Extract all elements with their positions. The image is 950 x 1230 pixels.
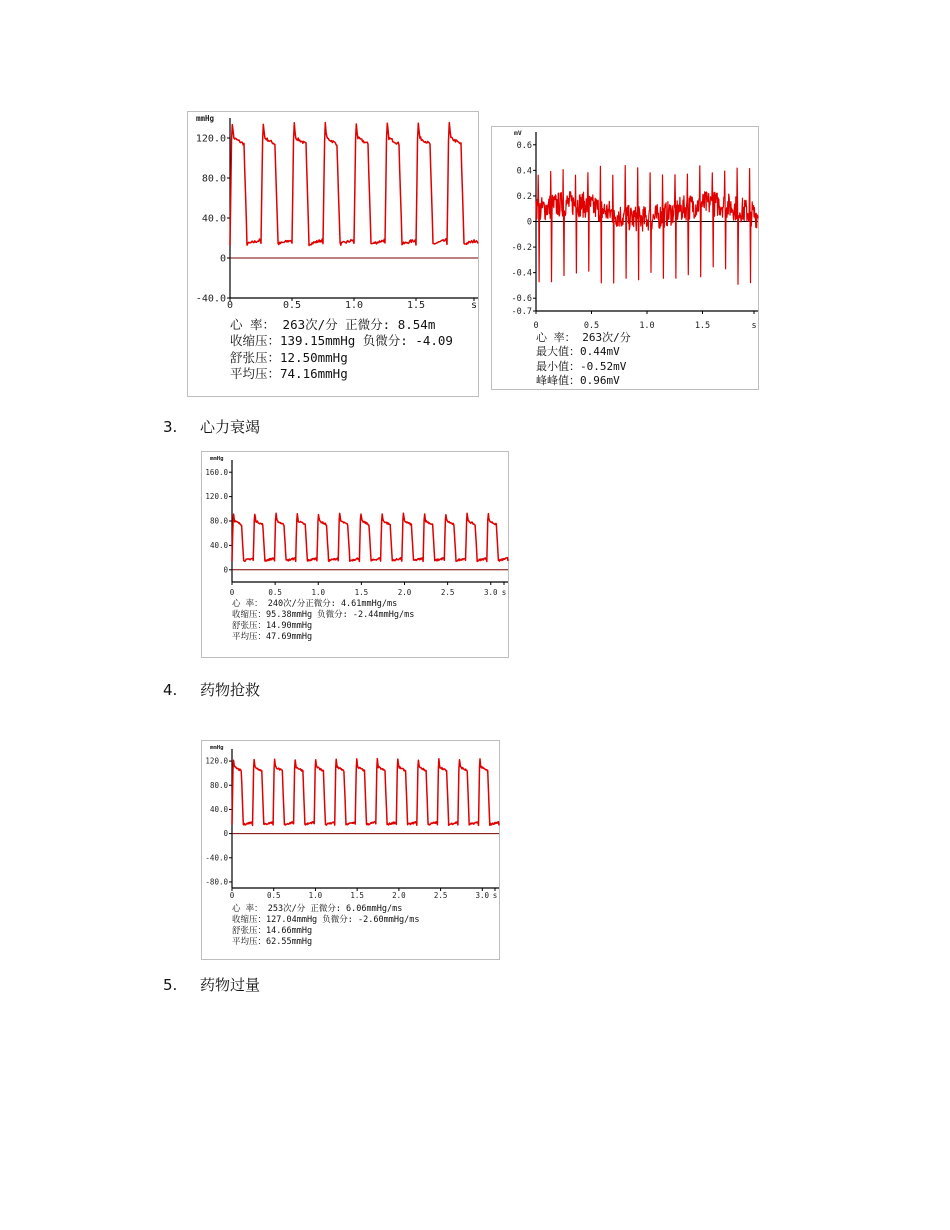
- ecg-chart-panel: [491, 126, 759, 390]
- readout-1: [230, 317, 478, 382]
- x-tick-label: 2.5: [440, 588, 455, 597]
- y-tick-label: -0.2: [511, 243, 532, 254]
- y-tick-label: 0.4: [516, 166, 532, 177]
- readout-line: 峰峰值：0.96mV: [536, 373, 620, 387]
- readout-2: [536, 331, 631, 388]
- x-tick-label: s: [501, 588, 507, 597]
- x-tick-label: 2.0: [397, 588, 412, 597]
- y-tick-label: 0: [526, 217, 532, 228]
- x-tick-label: s: [470, 300, 478, 311]
- y-unit-label: mmHg: [210, 456, 224, 462]
- y-tick-label: 0: [223, 565, 228, 575]
- readout-4: [232, 904, 419, 948]
- y-tick-label: 80.0: [209, 780, 228, 790]
- y-unit-label: mmHg: [196, 114, 215, 123]
- section-heading-3: [163, 416, 260, 437]
- x-tick-label: 1.5: [350, 891, 364, 900]
- y-tick-label: 80.0: [209, 516, 228, 526]
- readout-line: 心 率： 240次/分正微分: 4.61mmHg/ms: [232, 599, 398, 609]
- readout-line: 最小值：-0.52mV: [536, 359, 627, 373]
- x-tick-label: 0: [533, 321, 539, 331]
- y-tick-label: -0.7: [511, 306, 532, 317]
- series-line: [536, 166, 758, 285]
- section-heading-4: [163, 679, 260, 700]
- y-tick-label: 160.0: [205, 467, 228, 477]
- y-tick-label: -80.0: [205, 877, 228, 887]
- y-tick-label: -40.0: [195, 293, 226, 305]
- readout-line: 心 率： 263次/分: [536, 331, 631, 344]
- x-tick-label: 0.5: [268, 588, 282, 597]
- section-number: 4.: [163, 681, 178, 699]
- readout-line: 收缩压：139.15mmHg 负微分: -4.09: [230, 333, 453, 349]
- y-tick-label: -40.0: [205, 853, 228, 863]
- readout-line: 平均压：62.55mmHg: [232, 937, 313, 948]
- pressure-chart-panel-2: [201, 451, 509, 658]
- readout-line: 收缩压：95.38mmHg 负微分: -2.44mmHg/ms: [232, 610, 415, 621]
- readout-line: 心 率： 253次/分 正微分: 6.06mmHg/ms: [232, 904, 403, 914]
- section-title: 药物抢救: [200, 681, 261, 699]
- x-tick-label: 0: [229, 588, 235, 597]
- x-tick-label: 1.5: [354, 588, 369, 597]
- section-number: 5.: [163, 976, 178, 994]
- readout-line: 心 率： 263次/分 正微分: 8.54m: [230, 317, 436, 332]
- readout-3: [232, 599, 414, 643]
- readout-line: 平均压：74.16mmHg: [230, 365, 348, 381]
- series-line: [232, 759, 499, 826]
- x-tick-label: 1.0: [639, 321, 655, 331]
- section-number: 3.: [163, 418, 178, 436]
- y-tick-label: 40.0: [201, 213, 226, 225]
- x-tick-label: 1.5: [694, 321, 711, 331]
- x-tick-label: 3.0: [483, 588, 498, 597]
- y-tick-label: 0.2: [516, 191, 532, 202]
- y-tick-label: 120.0: [205, 492, 228, 502]
- y-tick-label: 40.0: [209, 541, 228, 551]
- readout-line: 最大值：0.44mV: [536, 345, 620, 359]
- y-tick-label: 40.0: [209, 805, 228, 815]
- x-tick-label: 0: [226, 300, 234, 311]
- y-tick-label: 120.0: [205, 756, 228, 766]
- x-tick-label: 0.5: [282, 300, 302, 311]
- x-tick-label: 1.5: [406, 300, 426, 311]
- y-tick-label: -0.6: [511, 294, 532, 305]
- x-tick-label: 1.0: [308, 891, 323, 900]
- y-tick-label: 0: [219, 253, 226, 265]
- section-title: 心力衰竭: [200, 418, 261, 436]
- readout-line: 舒张压：14.66mmHg: [232, 926, 313, 937]
- x-tick-label: 0: [229, 891, 235, 900]
- y-tick-label: 120.0: [195, 133, 226, 145]
- x-tick-label: 0.5: [266, 891, 281, 900]
- y-tick-label: 80.0: [201, 173, 226, 185]
- x-tick-label: 1.0: [311, 588, 326, 597]
- section-title: 药物过量: [200, 976, 261, 994]
- x-tick-label: 2.5: [433, 891, 448, 900]
- pressure-chart-panel-1: [187, 111, 479, 397]
- x-tick-label: s: [492, 891, 498, 900]
- x-tick-label: 2.0: [392, 891, 406, 900]
- y-tick-label: -0.4: [511, 268, 532, 279]
- readout-line: 平均压：47.69mmHg: [232, 632, 313, 643]
- readout-line: 收缩压：127.04mmHg 负微分: -2.60mmHg/ms: [232, 915, 420, 926]
- x-tick-label: 0.5: [583, 321, 600, 331]
- y-tick-label: 0.6: [516, 140, 532, 151]
- x-tick-label: 1.0: [344, 300, 364, 311]
- y-unit-label: mmHg: [210, 745, 224, 751]
- section-heading-5: [163, 974, 260, 995]
- series-line: [232, 513, 508, 561]
- x-tick-label: 3.0: [475, 891, 490, 900]
- readout-line: 舒张压：14.90mmHg: [232, 621, 313, 632]
- pressure-chart-panel-3: [201, 740, 500, 960]
- y-unit-label: mV: [514, 129, 522, 137]
- x-tick-label: s: [751, 321, 757, 331]
- series-line: [230, 123, 478, 246]
- readout-line: 舒张压：12.50mmHg: [230, 349, 348, 365]
- y-tick-label: 0: [223, 829, 228, 839]
